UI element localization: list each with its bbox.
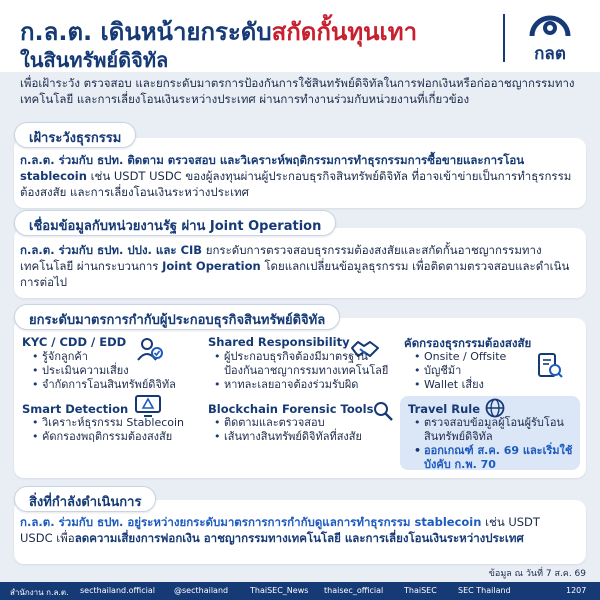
list-item: • Wallet เสี่ยง <box>414 378 534 392</box>
footer-web[interactable]: secthailand.official <box>80 586 156 595</box>
footer-line[interactable]: thaisec_official <box>324 586 384 595</box>
section-in-progress-text <box>20 514 575 546</box>
document-search-icon <box>536 352 564 380</box>
footer-youtube[interactable]: SEC Thailand <box>458 586 511 595</box>
section-monitoring-title: เฝ้าระวังธุรกรรม <box>14 122 136 148</box>
kyc-list <box>32 350 202 392</box>
footer-org: สำนักงาน ก.ล.ต. <box>10 588 69 597</box>
list-item: • Onsite / Offsite <box>414 350 534 364</box>
data-date: ข้อมูล ณ วันที่ 7 ส.ค. 69 <box>488 569 586 579</box>
footer-phone[interactable]: 1207 <box>566 586 587 595</box>
page-subtitle: ในสินทรัพย์ดิจิทัล <box>20 48 169 72</box>
list-item: • ตรวจสอบข้อมูลผู้โอนผู้รับโอนสินทรัพย์ดิจิทัล <box>414 416 574 444</box>
travel-rule-title: Travel Rule <box>408 402 481 416</box>
section-monitoring-text-rest: เช่น USDT USDC ของผู้ลงทุนผ่านผู้ประกอบธุรกิจสินทรัพย์ดิจิทัล ที่อาจเข้าข่ายเป็นการทำธุรกรรมต้องสงสัย และการเลี่ยงโอนเงินระหว่างประเทศ <box>20 169 572 199</box>
sec-logo-text: กลต <box>534 44 566 64</box>
list-item: • ผู้ประกอบธุรกิจต้องมีมาตรฐานป้องกันอาชญากรรมทางเทคโนโลยี <box>214 350 394 378</box>
section-joint-operation-title: เชื่อมข้อมูลกับหน่วยงานรัฐ ผ่าน Joint Operation <box>14 210 336 236</box>
blockchain-list <box>214 416 394 444</box>
footer-facebook[interactable]: @secthailand <box>174 586 229 595</box>
list-item: • ออกเกณฑ์ ส.ค. 69 และเริ่มใช้บังคับ ก.พ. 70 <box>414 444 574 472</box>
list-item: • บัญชีม้า <box>414 364 534 378</box>
list-item: • ประเมินความเสี่ยง <box>32 364 202 378</box>
progress-text-bold2: ลดความเสี่ยงการฟอกเงิน อาชญากรรมทางเทคโนโลยี และการเลี่ยงโอนเงินระหว่างประเทศ <box>74 531 524 545</box>
footer-instagram[interactable]: ThaiSEC <box>404 586 437 595</box>
section-monitoring-text-bold: ก.ล.ต. ร่วมกับ ธปท. ติดตาม ตรวจสอบ และวิเคราะห์พฤติกรรมการทำธุรกรรมการซื้อขายและการโอน stablecoin <box>20 153 525 183</box>
list-item: • คัดกรองพฤติกรรมต้องสงสัย <box>32 430 202 444</box>
section-in-progress-title: สิ่งที่กำลังดำเนินการ <box>14 486 156 512</box>
kyc-title: KYC / CDD / EDD <box>22 335 127 349</box>
list-item: • รู้จักลูกค้า <box>32 350 202 364</box>
list-item: • ติดตามและตรวจสอบ <box>214 416 394 430</box>
list-item: • หาทละเลยอาจต้องร่วมรับผิด <box>214 378 394 392</box>
joint-text-mid: ยกระดับการตรวจสอบธุรกรรมต้องสงสัยและสกัดกั้นอาชญากรรมทางเทคโนโลยี ผ่านกระบวนการ <box>20 243 542 273</box>
joint-text-bold1: ก.ล.ต. ร่วมกับ ธปท. ปปง. และ CIB <box>20 243 203 257</box>
title-part-highlight: สกัดกั้นทุนเทา <box>271 18 418 46</box>
smart-detection-list <box>32 416 202 444</box>
joint-text-bold2: Joint Operation <box>162 259 261 273</box>
intro-text: เพื่อเฝ้าระวัง ตรวจสอบ และยกระดับมาตรการป้องกันการใช้สินทรัพย์ดิจิทัลในการฟอกเงินหรือก่ออาชญากรรมทางเทคโนโลยี และการเลี่ยงโอนเงินระหว่างประเทศ ผ่านการทำงานร่วมกับหน่วยงานที่เกี่ยวข้อง <box>20 76 575 106</box>
screening-title: คัดกรองธุรกรรมต้องสงสัย <box>404 336 532 350</box>
travel-rule-list <box>414 416 574 472</box>
smart-detection-title: Smart Detection <box>22 402 129 416</box>
footer-x[interactable]: ThaiSEC_News <box>250 586 309 595</box>
list-item: • วิเคราะห์ธุรกรรม Stablecoin <box>32 416 202 430</box>
blockchain-title: Blockchain Forensic Tools <box>208 402 374 416</box>
list-item: • จำกัดการโอนสินทรัพย์ดิจิทัล <box>32 378 202 392</box>
shared-responsibility-title: Shared Responsibility <box>208 335 350 349</box>
joint-text-end: โดยแลกเปลี่ยนข้อมูลธุรกรรม เพื่อติดตามตรวจสอบและดำเนินการต่อไป <box>20 259 570 289</box>
list-item: • เส้นทางสินทรัพย์ดิจิทัลที่สงสัย <box>214 430 394 444</box>
section-monitoring-text <box>20 152 575 200</box>
monitor-alert-icon <box>134 394 164 418</box>
title-part-a: ก.ล.ต. เดินหน้ายกระดับ <box>20 18 272 46</box>
shared-responsibility-list <box>214 350 394 392</box>
screening-list <box>414 350 534 392</box>
section-joint-operation-text <box>20 242 575 290</box>
progress-text-mid: เช่น USDT USDC เพื่อ <box>20 515 540 545</box>
header-divider <box>503 14 505 62</box>
section-regulation-title: ยกระดับมาตรการกำกับผู้ประกอบธุรกิจสินทรัพย์ดิจิทัล <box>14 304 340 330</box>
footer <box>0 582 600 600</box>
progress-text-bold: ก.ล.ต. ร่วมกับ ธปท. อยู่ระหว่างยกระดับมาตรการการกำกับดูแลการทำธุรกรรม stablecoin <box>20 515 482 529</box>
header <box>0 0 600 72</box>
